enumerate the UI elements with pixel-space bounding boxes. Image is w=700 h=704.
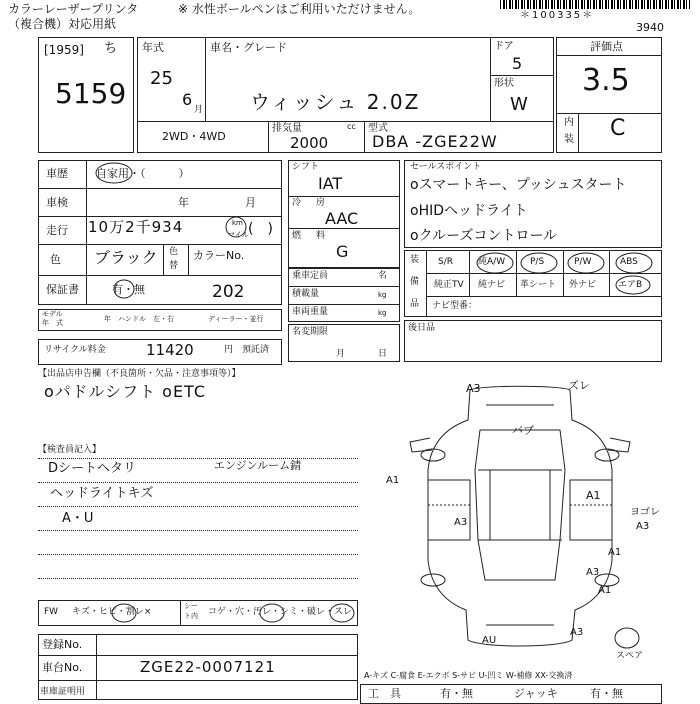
fw-sheet2: ト内 [184, 612, 198, 620]
color-label: 色 [50, 253, 61, 266]
capacity-unit: 名 [378, 271, 388, 281]
ac-value: AAC [325, 209, 359, 228]
damage-mark: A1 [386, 475, 400, 486]
interior-label2: 装 [564, 134, 574, 145]
color-no-label: カラーNo. [193, 249, 245, 262]
door-value: 5 [512, 54, 523, 73]
shape-label: 形状 [494, 78, 514, 89]
mileage-paren: ( ) [248, 221, 273, 237]
sales-point-item: oクルーズコントロール [410, 228, 558, 244]
damage-mark: A1 [598, 585, 612, 596]
score-value: 3.5 [582, 63, 630, 98]
door-label: ドア [494, 41, 514, 52]
load-unit: kg [378, 291, 387, 299]
shaken-year: 年 [178, 196, 189, 209]
garage-cert-label: 車庫証明用 [40, 687, 86, 697]
equipment-item: 純A/W [478, 257, 506, 267]
equipment-label-char: 備 [410, 277, 420, 287]
damage-mark: A3 [570, 627, 584, 638]
load-label: 積載量 [292, 289, 320, 299]
score-label: 評価点 [590, 40, 623, 53]
model-year-year: 年 [104, 315, 111, 323]
header-notice: ※ 水性ボールペンはご利用いただけません。 [178, 2, 421, 16]
damage-mark: ヨゴレ [630, 507, 660, 518]
equipment-item: P/W [574, 257, 592, 267]
color-no-value: 202 [212, 282, 245, 302]
ac-label1: 冷 [292, 198, 302, 208]
name-label: 車名・グレード [210, 41, 287, 54]
chassis-label: 車台No. [42, 661, 83, 674]
exhibitor-label: 【出品店申告欄（不良箇所・欠品・注意事項等）】 [38, 369, 241, 379]
interior-label1: 内 [564, 117, 574, 128]
fuel-label1: 燃 [292, 231, 302, 241]
tools-label: 工 具 [368, 687, 401, 700]
sales-point-item: oスマートキー、プッシュスタート [410, 177, 627, 193]
displacement-unit: cc [347, 122, 356, 131]
damage-mark: ズレ [568, 379, 590, 392]
shape-value: W [510, 94, 528, 115]
model-year-label2: 年 式 [42, 319, 63, 327]
transfer-month: 月 [336, 349, 346, 359]
model-year-label1: モデル [42, 310, 63, 318]
equipment-label-char: 品 [410, 299, 420, 309]
displacement-value: 2000 [290, 134, 329, 152]
damage-mark: A3 [466, 382, 481, 395]
drive-label: 2WD・4WD [162, 130, 226, 143]
capacity-label: 乗車定員 [292, 271, 329, 281]
weight-unit: kg [378, 309, 387, 317]
sales-point-item: oHIDヘッドライト [410, 203, 528, 219]
jack-value: 有・無 [590, 687, 623, 700]
equipment-item: 純正TV [434, 280, 464, 290]
color-value: ブラック [94, 248, 158, 267]
equipment-item: 外ナビ [569, 280, 597, 290]
damage-mark: A3 [586, 567, 600, 578]
equipment-item: S/R [438, 257, 453, 267]
displacement-label: 排気量 [272, 123, 302, 134]
recycle-unit: 円 預託済 [224, 345, 270, 355]
weight-label: 車両重量 [292, 307, 329, 317]
inspector-note: A・U [62, 511, 94, 526]
barcode-sub: 3940 [636, 21, 664, 34]
warranty-label: 保証書 [46, 283, 79, 296]
fw-items: キズ・ヒビ・割レ× [72, 607, 152, 617]
lot-code: [1959] [44, 43, 84, 57]
inspector-note: ヘッドライトキズ [50, 486, 154, 501]
handle-label: ハンドル 左・右 [118, 315, 174, 323]
fw-label: FW [44, 607, 59, 617]
reg-value: 自家用・（ ） [96, 167, 190, 180]
reg-label: 車歴 [46, 167, 68, 180]
mileage-label: 走行 [46, 224, 68, 237]
recycle-label: リサイクル料金 [44, 345, 106, 355]
header-line1: カラーレーザープリンタ [8, 2, 139, 16]
shift-label: シフト [292, 162, 320, 172]
spare-label: スペア [616, 651, 644, 661]
equipment-item: エアB [618, 280, 643, 290]
tools-value: 有・無 [440, 687, 473, 700]
fuel-label2: 料 [316, 231, 326, 241]
recycle-value: 11420 [146, 341, 194, 359]
lot-code-suffix: ち [104, 41, 118, 56]
nav-label: ナビ型番： [432, 301, 478, 311]
damage-legend: A-キズ C-腐食 E-エクボ S-サビ U-凹ミ W-補修 XX-交換済 [364, 671, 573, 680]
inspector-note: Dシートヘタリ [48, 461, 137, 476]
type-label: 型式 [368, 123, 388, 134]
damage-mark: A1 [586, 489, 601, 502]
mileage-unit-km: km [232, 219, 243, 227]
chassis-value: ZGE22-0007121 [140, 658, 276, 676]
name-value: ウィッシュ 2.0Z [250, 90, 421, 114]
year-value: 25 [150, 68, 173, 89]
damage-mark: バブ [512, 424, 534, 437]
barcode-number: ＊100335＊ [520, 10, 595, 21]
equipment-item: 純ナビ [478, 280, 506, 290]
fuel-value: G [336, 242, 349, 261]
damage-mark: A3 [636, 521, 650, 532]
damage-mark: A3 [454, 517, 468, 528]
equipment-item: 革シート [520, 280, 557, 290]
ac-label2: 房 [316, 198, 326, 208]
warranty-value: 有・無 [112, 283, 145, 296]
exhibitor-text: oパドルシフト oETC [44, 382, 207, 401]
shift-value: IAT [318, 174, 343, 193]
month-value: 6 [182, 90, 193, 109]
lot-number: 5159 [55, 77, 127, 110]
dealer-label: ディーラー・並行 [208, 315, 264, 323]
type-value: DBA -ZGE22W [372, 132, 498, 151]
mileage-value: 10万2千934 [88, 218, 184, 236]
inspector-label: 【検査員記入】 [38, 445, 102, 455]
equipment-item: P/S [530, 257, 545, 267]
shaken-month: 月 [245, 196, 256, 209]
year-label: 年式 [142, 41, 164, 54]
color-change1: 色 [169, 247, 179, 257]
mileage-unit-mile: マイル [228, 231, 249, 239]
equipment-item: ABS [620, 257, 638, 267]
fw-sheet-items: コゲ・穴・汚レ・シミ・破レ・スレ [208, 607, 353, 617]
fw-sheet1: シー [184, 602, 198, 610]
jack-label: ジャッキ [514, 687, 558, 700]
damage-mark: AU [482, 635, 497, 646]
sales-points-label: セールスポイント [410, 162, 482, 172]
transfer-label: 名変期限 [292, 327, 329, 337]
shaken-label: 車検 [46, 196, 68, 209]
damage-mark: A1 [608, 547, 622, 558]
transfer-day: 日 [378, 349, 388, 359]
registration-label: 登録No. [42, 638, 83, 651]
color-change2: 替 [169, 261, 179, 271]
note-label: 後日品 [408, 323, 436, 333]
header-line2: （複合機）対応用紙 [8, 17, 117, 31]
month-suffix: 月 [194, 105, 204, 115]
inspector-note: エンジンルーム錆 [214, 459, 302, 472]
interior-value: C [610, 116, 626, 141]
equipment-label-char: 装 [410, 255, 420, 265]
